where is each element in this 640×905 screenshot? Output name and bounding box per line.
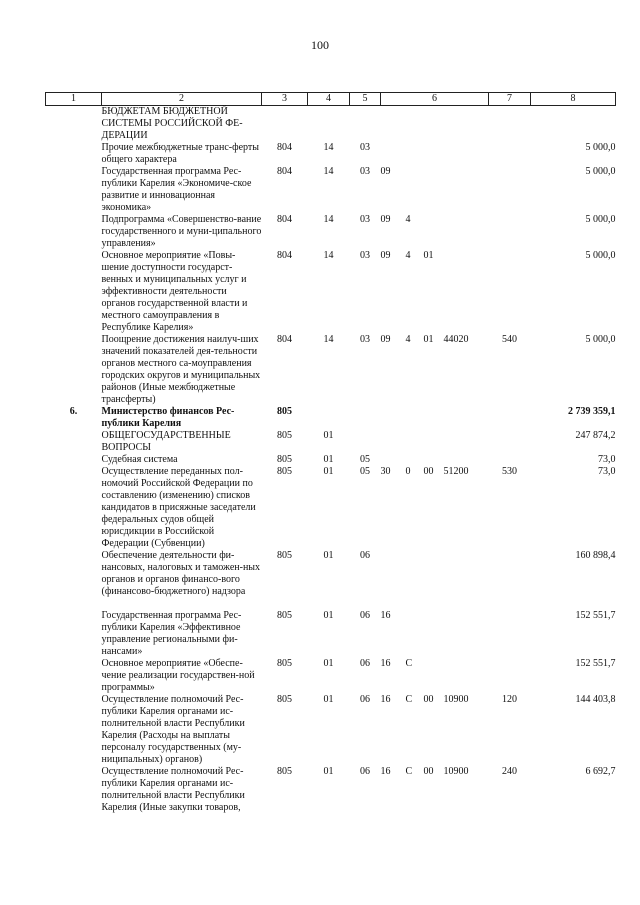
target-event-code bbox=[424, 658, 444, 694]
expense-type-code bbox=[489, 250, 531, 334]
row-name: Государственная программа Рес-публики Карелия «Эффективное управление региональными фи-нансами» bbox=[101, 610, 242, 657]
target-direction-code bbox=[444, 454, 489, 466]
target-program-code bbox=[381, 142, 406, 166]
target-program-code: 16 bbox=[380, 658, 391, 669]
column-header: 3 bbox=[262, 93, 308, 106]
subsection-code: 03 bbox=[360, 214, 370, 225]
target-subprogram-code: С bbox=[405, 658, 413, 669]
target-event-code bbox=[424, 406, 444, 430]
target-program-code bbox=[381, 550, 406, 610]
column-number-row bbox=[46, 93, 616, 106]
table-row bbox=[46, 694, 616, 766]
target-subprogram-code bbox=[406, 430, 424, 454]
target-program-code: 09 bbox=[380, 214, 391, 225]
table-row bbox=[46, 610, 616, 658]
row-name: Осуществление переданных пол-номочий Российской Федерации по составлению (изменению) списков кандидатов в присяжные заседатели федеральных судов общей юрисдикции в Российской Федерации (Субвенции) bbox=[101, 466, 256, 549]
subsection-code: 06 bbox=[360, 610, 370, 621]
row-number bbox=[46, 466, 102, 550]
grbs-code: 805 bbox=[277, 766, 292, 777]
expense-type-code bbox=[489, 406, 531, 430]
grbs-code: 804 bbox=[277, 142, 292, 153]
target-direction-code bbox=[444, 430, 489, 454]
budget-table bbox=[45, 92, 616, 814]
subsection-code bbox=[350, 106, 381, 143]
target-subprogram-code bbox=[406, 454, 424, 466]
expense-type-code bbox=[489, 430, 531, 454]
grbs-code: 805 bbox=[277, 454, 292, 465]
target-direction-code bbox=[444, 406, 489, 430]
row-name: БЮДЖЕТАМ БЮДЖЕТНОЙ СИСТЕМЫ РОССИЙСКОЙ ФЕ-ДЕРАЦИИ bbox=[101, 106, 243, 141]
column-header: 7 bbox=[489, 93, 531, 106]
target-subprogram-code bbox=[406, 106, 424, 143]
target-subprogram-code: 4 bbox=[405, 334, 411, 345]
row-amount: 152 551,7 bbox=[575, 658, 616, 669]
row-name: Основное мероприятие «Повы-шение доступности государст-венных и муниципальных услуг и эффективности деятельности органов государственной власти и местного самоуправления в Республике Карелия» bbox=[101, 250, 248, 333]
row-number bbox=[46, 454, 102, 466]
target-direction-code: 10900 bbox=[443, 694, 469, 705]
table-row bbox=[46, 166, 616, 214]
row-name: Обеспечение деятельности фи-нансовых, налоговых и таможен-ных органов и органов финансо-вого (финансово-бюджетного) надзора bbox=[101, 550, 261, 597]
table-body bbox=[46, 106, 616, 815]
row-name: Государственная программа Рес-публики Карелия «Экономиче-ское развитие и инновационная экономика» bbox=[101, 166, 252, 213]
grbs-code: 805 bbox=[277, 658, 292, 669]
target-event-code bbox=[424, 550, 444, 610]
row-amount: 247 874,2 bbox=[575, 430, 616, 441]
target-event-code bbox=[424, 166, 444, 214]
target-subprogram-code: С bbox=[405, 694, 413, 705]
expense-type-code bbox=[489, 214, 531, 250]
target-subprogram-code: 4 bbox=[405, 250, 411, 261]
row-amount: 2 739 359,1 bbox=[568, 406, 616, 417]
expense-type-code bbox=[489, 658, 531, 694]
target-event-code bbox=[424, 454, 444, 466]
grbs-code: 804 bbox=[277, 250, 292, 261]
table-row bbox=[46, 454, 616, 466]
expense-type-code bbox=[489, 166, 531, 214]
subsection-code: 03 bbox=[360, 166, 370, 177]
target-direction-code bbox=[444, 214, 489, 250]
table-row bbox=[46, 550, 616, 610]
column-header: 6 bbox=[381, 93, 489, 106]
target-event-code bbox=[424, 214, 444, 250]
subsection-code bbox=[350, 430, 381, 454]
table-row bbox=[46, 766, 616, 814]
expense-type-code bbox=[489, 106, 531, 143]
row-amount: 73,0 bbox=[598, 466, 616, 477]
target-subprogram-code bbox=[406, 610, 424, 658]
row-number bbox=[46, 766, 102, 814]
target-program-code: 16 bbox=[380, 766, 391, 777]
row-amount: 5 000,0 bbox=[585, 214, 616, 225]
row-number bbox=[46, 610, 102, 658]
target-program-code: 30 bbox=[380, 466, 391, 477]
subsection-code: 05 bbox=[360, 454, 370, 465]
table-row bbox=[46, 430, 616, 454]
section-code: 01 bbox=[323, 658, 334, 669]
expense-type-code bbox=[489, 142, 531, 166]
grbs-code: 804 bbox=[277, 214, 292, 225]
row-name: Министерство финансов Рес-публики Карелия bbox=[101, 406, 235, 429]
target-program-code: 09 bbox=[380, 334, 391, 345]
row-name: Осуществление полномочий Рес-публики Карелия органами ис-полнительной власти Республики Карелия (Расходы на выплаты персоналу государственных (му-ниципальных) органов) bbox=[101, 694, 245, 765]
row-number bbox=[46, 658, 102, 694]
target-subprogram-code bbox=[406, 142, 424, 166]
target-direction-code: 44020 bbox=[443, 334, 469, 345]
row-number bbox=[46, 166, 102, 214]
grbs-code: 805 bbox=[277, 550, 292, 561]
row-name: ОБЩЕГОСУДАРСТВЕННЫЕ ВОПРОСЫ bbox=[101, 430, 231, 453]
row-number bbox=[46, 550, 102, 610]
row-name: Прочие межбюджетные транс-ферты общего характера bbox=[101, 142, 259, 165]
row-amount: 5 000,0 bbox=[585, 166, 616, 177]
section-code: 01 bbox=[323, 550, 334, 561]
table-row bbox=[46, 658, 616, 694]
column-header: 5 bbox=[350, 93, 381, 106]
target-event-code bbox=[424, 610, 444, 658]
expense-type-code bbox=[489, 610, 531, 658]
grbs-code: 805 bbox=[277, 610, 292, 621]
target-event-code: 01 bbox=[423, 250, 434, 261]
target-subprogram-code bbox=[406, 406, 424, 430]
row-name: Судебная система bbox=[101, 454, 178, 465]
section-code: 01 bbox=[323, 766, 334, 777]
row-number bbox=[46, 142, 102, 166]
table-row bbox=[46, 466, 616, 550]
column-header: 2 bbox=[102, 93, 262, 106]
grbs-code: 804 bbox=[277, 334, 292, 345]
subsection-code: 06 bbox=[360, 658, 370, 669]
grbs-code: 804 bbox=[277, 166, 292, 177]
section-code: 14 bbox=[323, 214, 334, 225]
target-event-code bbox=[424, 142, 444, 166]
column-header: 1 bbox=[46, 93, 102, 106]
row-number bbox=[46, 214, 102, 250]
target-event-code: 00 bbox=[423, 694, 434, 705]
subsection-code: 06 bbox=[360, 694, 370, 705]
target-program-code bbox=[381, 406, 406, 430]
row-amount: 73,0 bbox=[598, 454, 616, 465]
subsection-code: 03 bbox=[360, 334, 370, 345]
expense-type-code: 530 bbox=[502, 466, 517, 477]
target-program-code: 09 bbox=[380, 250, 391, 261]
target-subprogram-code bbox=[406, 166, 424, 214]
target-direction-code bbox=[444, 106, 489, 143]
expense-type-code: 240 bbox=[502, 766, 517, 777]
section-code: 01 bbox=[323, 430, 334, 441]
target-direction-code bbox=[444, 610, 489, 658]
grbs-code: 805 bbox=[277, 694, 292, 705]
page-number: 100 bbox=[311, 38, 329, 52]
row-number bbox=[46, 694, 102, 766]
subsection-code: 06 bbox=[360, 766, 370, 777]
section-code: 01 bbox=[323, 694, 334, 705]
subsection-code: 06 bbox=[360, 550, 370, 561]
target-program-code bbox=[381, 454, 406, 466]
row-number: 6. bbox=[69, 406, 78, 417]
subsection-code: 05 bbox=[360, 466, 370, 477]
row-number bbox=[46, 334, 102, 406]
row-name: Осуществление полномочий Рес-публики Карелия органами ис-полнительной власти Республики Карелия (Иные закупки товаров, bbox=[101, 766, 245, 813]
section-code: 14 bbox=[323, 142, 334, 153]
section-code bbox=[308, 406, 350, 430]
target-event-code: 00 bbox=[423, 766, 434, 777]
column-header: 4 bbox=[308, 93, 350, 106]
target-event-code: 00 bbox=[423, 466, 434, 477]
section-code: 14 bbox=[323, 166, 334, 177]
row-amount bbox=[531, 106, 616, 143]
subsection-code: 03 bbox=[360, 142, 370, 153]
grbs-code: 805 bbox=[277, 430, 292, 441]
section-code: 01 bbox=[323, 610, 334, 621]
row-name: Основное мероприятие «Обеспе-чение реализации государствен-ной программы» bbox=[101, 658, 255, 693]
table-row bbox=[46, 142, 616, 166]
grbs-code: 805 bbox=[277, 406, 292, 417]
expense-type-code: 120 bbox=[502, 694, 517, 705]
table-row bbox=[46, 406, 616, 430]
subsection-code bbox=[350, 406, 381, 430]
row-number bbox=[46, 430, 102, 454]
target-subprogram-code: С bbox=[405, 766, 413, 777]
table-row bbox=[46, 106, 616, 143]
grbs-code bbox=[262, 106, 308, 143]
row-name: Поощрение достижения наилуч-ших значений показателей дея-тельности органов местного са-моуправления городских округов и муниципальных районов (Иные межбюджетные трансферты) bbox=[101, 334, 261, 405]
table-row bbox=[46, 250, 616, 334]
target-event-code bbox=[424, 106, 444, 143]
target-direction-code bbox=[444, 658, 489, 694]
target-program-code bbox=[381, 106, 406, 143]
subsection-code: 03 bbox=[360, 250, 370, 261]
section-code: 01 bbox=[323, 454, 334, 465]
target-subprogram-code: 0 bbox=[405, 466, 411, 477]
section-code bbox=[308, 106, 350, 143]
target-event-code bbox=[424, 430, 444, 454]
table-row bbox=[46, 214, 616, 250]
target-event-code: 01 bbox=[423, 334, 434, 345]
column-header: 8 bbox=[531, 93, 616, 106]
row-name: Подпрограмма «Совершенство-вание государственного и муни-ципального управления» bbox=[101, 214, 262, 249]
target-subprogram-code: 4 bbox=[405, 214, 411, 225]
row-amount: 144 403,8 bbox=[575, 694, 616, 705]
expense-type-code bbox=[489, 454, 531, 466]
row-amount: 6 692,7 bbox=[585, 766, 616, 777]
row-number bbox=[46, 250, 102, 334]
section-code: 14 bbox=[323, 334, 334, 345]
row-amount: 5 000,0 bbox=[585, 250, 616, 261]
section-code: 01 bbox=[323, 466, 334, 477]
target-direction-code bbox=[444, 250, 489, 334]
row-number bbox=[46, 106, 102, 143]
target-program-code bbox=[381, 430, 406, 454]
table-row bbox=[46, 334, 616, 406]
row-amount: 5 000,0 bbox=[585, 334, 616, 345]
target-direction-code: 10900 bbox=[443, 766, 469, 777]
target-program-code: 09 bbox=[380, 166, 391, 177]
target-program-code: 16 bbox=[380, 694, 391, 705]
row-amount: 160 898,4 bbox=[575, 550, 616, 561]
row-amount: 152 551,7 bbox=[575, 610, 616, 621]
target-direction-code: 51200 bbox=[443, 466, 469, 477]
grbs-code: 805 bbox=[277, 466, 292, 477]
target-direction-code bbox=[444, 142, 489, 166]
row-amount: 5 000,0 bbox=[585, 142, 616, 153]
target-program-code: 16 bbox=[380, 610, 391, 621]
target-direction-code bbox=[444, 166, 489, 214]
target-direction-code bbox=[444, 550, 489, 610]
expense-type-code: 540 bbox=[502, 334, 517, 345]
expense-type-code bbox=[489, 550, 531, 610]
section-code: 14 bbox=[323, 250, 334, 261]
target-subprogram-code bbox=[406, 550, 424, 610]
